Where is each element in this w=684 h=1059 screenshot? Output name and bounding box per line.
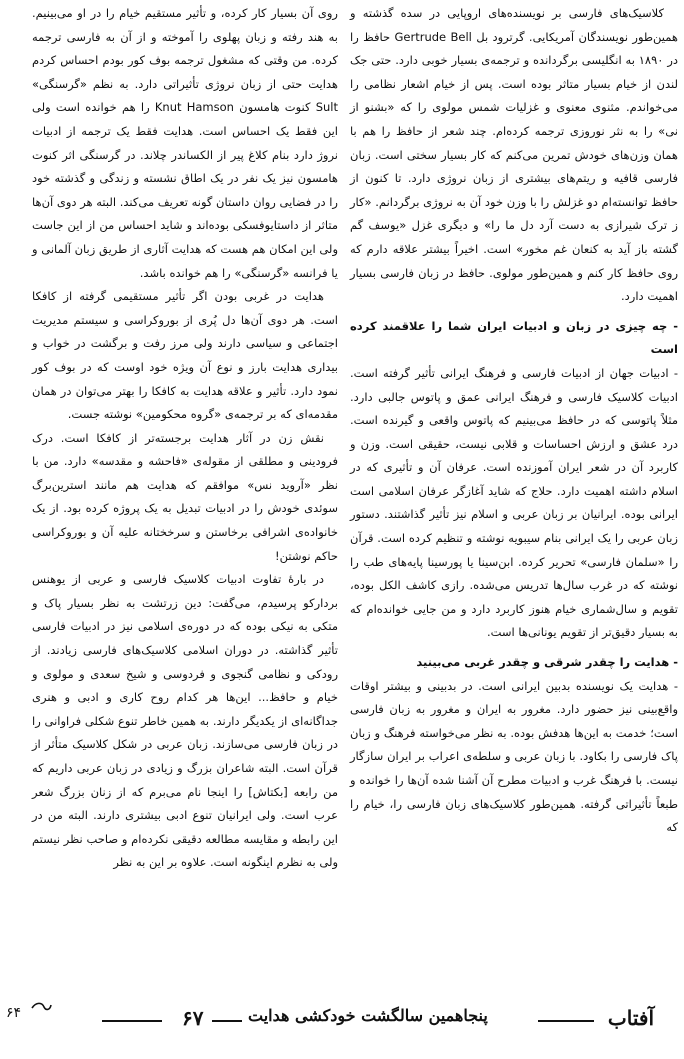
footer-rule-far-left — [102, 1020, 162, 1022]
handwritten-mark-icon — [30, 1000, 52, 1014]
footer-subtitle: پنجاهمین سالگشت خودکشی هدایت — [248, 1006, 488, 1025]
footer-rule-left — [212, 1020, 242, 1022]
question-1: - چه چیزی در زبان و ادبیات ایران شما را علاقمند کرده است — [350, 318, 678, 357]
footer-page-number: ۶۷ — [182, 1006, 204, 1030]
answer-1: - ادبیات جهان از ادبیات فارسی و فرهنگ ایرانی تأثیر گرفته است. ادبیات کلاسیک فارسی و فرهنگ ایرانی عمق و پاتوس جالبی دارد. مثلاً پاتوسی که در حافظ می‌بینیم که پاتوس واقعی و گیرنده است. درد عشق و ارزش احساسات و قلابی نیست، حقیقی است. وزن و کاربرد آن در شعر ایران آموزنده است. عرفان آن و تأثیری که در اسلام داشته اهمیت دارد. حلاج که شاید آغازگر عرفان اسلامی است ایرانی بوده. ایرانیان بر زبان عربی و اسلام نیز تأثیر گذاشتند. دستور زبان عربی را یک ایرانی بنام سیبویه نوشته و تنظیم کرده است. قرآن را «سلمان فارسی» تحریر کرده. ابن‌سینا یا پورسینا پایه‌های طب را نوشته که در غرب سال‌ها تدریس می‌شده. رازی کاشف الکل بوده، تقویم و سال‌شماری خیام هنوز کاربرد دارد و من جایی خوانده‌ام که به بسیار دقیق‌تر از تقویم یونانی‌ها است. — [350, 365, 678, 640]
paragraph-kafka: هدایت در غربی بودن اگر تأثیر مستقیمی گرفته از کافکا است. هر دوی آن‌ها دل پُری از بوروکراسی و سیستم مدیریت اجتماعی و سیاسی دارند ولی مرز رفت و برگشت در خواب و بیداری هدایت بارز و نوع آن ویژه خود اوست که در بوف کور نمود دارد. تأثیر و علاقه هدایت به کافکا را بهتر می‌توان در همان مقدمه‌ای که بر ترجمه‌ی «گروه محکومین» نوشته جست. — [32, 289, 338, 422]
page-footer — [62, 1006, 662, 1036]
left-column — [32, 2, 338, 875]
right-column — [350, 2, 678, 840]
paragraph-continued: روی آن بسیار کار کرده، و تأثیر مستقیم خیام را در او می‌بینیم. به هند رفته و زبان پهلوی را آموخته و از آن به فارسی ترجمه کرده. من وقتی که مشغول ترجمه بوف کور بودم احساس کردم هدایت حتی از زبان نروژی تأثیراتی دارد. به نظم «گرسنگی» Sult کنوت هامسون Knut Hamson را هم خوانده است ولی این فقط یک احساس است. هدایت فقط یک ترجمه از ادبیات نروژ دارد بنام کلاغ پیر از الکساندر چلاند. در گرسنگی اثر کنوت هامسون نیز یک نفر در یک اطاق نشسته و زندگی و گذشته خود را در فضایی روان داستان گونه تعریف می‌کند. البته هر دوی آن‌ها متاثر از داستایوفسکی بوده‌اند و شاید احساس من از این جاست ولی این امکان هم هست که هدایت آثاری از طریق زبان آلمانی و یا فرانسه «گرسنگی» را هم خوانده باشد. — [32, 6, 338, 280]
paragraph-classic-literature: در بارهٔ تفاوت ادبیات کلاسیک فارسی و عربی از یوهنس بردارکو پرسیدم، می‌گفت: دین زرتشت به نظر بسیار پاک و متکی به نیکی بوده که در دوره‌ی اسلامی نیز در ادبیات فارسی تأثیر گذاشته. در دوران اسلامی کلاسیک‌های فارسی زیادند. از رودکی و نظامی گنجوی و فردوسی و شیخ سعدی و مولوی و خیام و حافظ... این‌ها هر کدام روح کاری و ادبی و هنری جداگانه‌ای از یکدیگر دارند. به همین خاطر تنوع شکلی فراوانی را در زبان فارسی می‌سازند. زبان عربی در شکل کلاسیک متأثر از قرآن است. البته شاعران بزرگ و زیادی در زبان عربی داریم که من رابعه [بکتاش] را اینجا نام می‌برم که از زنان بزرگ شعر عرب است. ولی ایرانیان تنوع ادبی بیشتری دارند. البته من در این رابطه و مقایسه مطالعه دقیقی نکرده‌ام و صاحب نظر نیستم ولی به نظرم اینگونه است. علاوه بر این به نظر — [32, 572, 338, 870]
paragraph-women: نقش زن در آثار هدایت برجسته‌تر از کافکا است. درک فرودینی و مطلقی از مقوله‌ی «فاحشه و مقدسه» دارد. من با نظر «آروید نس» موافقم که هدایت هم مانند استرین‌برگ سوئدی خودش را در ادبیات تبدیل به یک پروژه کرده بود. از یک خانواده‌ی اشرافی برخاستن و سرخختانه علیه آن و بوروکراسی حاکم نوشتن! — [32, 430, 338, 563]
magazine-title: آفتاب — [607, 1006, 654, 1030]
footer-rule-right — [538, 1020, 594, 1022]
paragraph-1: کلاسیک‌های فارسی بر نویسنده‌های اروپایی در سده گذشته و همین‌طور نویسندگان آمریکایی. گرترود بل Gertrude Bell حافظ را در ۱۸۹۰ به انگلیسی برگردانده و ترجمه‌ی بسیار خوبی دارد. حتی جک لندن از خیام بسیار متاثر بوده است. پس از خیام اشعار نظامی را می‌خواندم. مثنوی معنوی و غزلیات شمس مولوی را که «بشنو از نی» را به نثر نوروزی ترجمه کرده‌ام. چند شعر از حافظ را هم با همان وزن‌های خودش تمرین می‌کنم که کار بسیار سختی است. زبان فارسی قافیه و ریتم‌های بیشتری از زبان نروژی دارد. تا کنون از حافظ توانسته‌ام دو غزلش را با وزن خود آن به نروژی برگردانم. «کار ز ترک شیرازی به دست آرد دل ما را» و دیگری غزل «یوسف گم گشته باز آید به کنعان غم مخور» است. اخیراً بیشتر علاقه دارم که روی حافظ کار کنم و همین‌طور مولوی. حافظ در زبان فارسی بسیار اهمیت دارد. — [350, 6, 678, 304]
answer-2: - هدایت یک نویسنده بدبین ایرانی است. در بدبینی و بیشتر اوقات واقع‌بینی نیز حضور دارد. مغرور به ایران و مغرور به زبان فارسی است؛ خدمت به این‌ها هدفش بوده. به نظر می‌خواسته فرهنگ و زبان پاک فارسی را بکاود. با زبان عربی و سلطه‌ی اعراب بر ایران سازگار نیست. با فرهنگ غرب و ادبیات مطرح آن آشنا شده آن‌ها را خوانده و طبعاً تأثیراتی گرفته. همین‌طور کلاسیک‌های زبان فارسی را، خیام را که — [350, 678, 678, 835]
margin-page-number: ۶۴ — [6, 1005, 22, 1021]
question-2: - هدایت را چقدر شرقی و چقدر غربی می‌بینید — [416, 655, 678, 670]
